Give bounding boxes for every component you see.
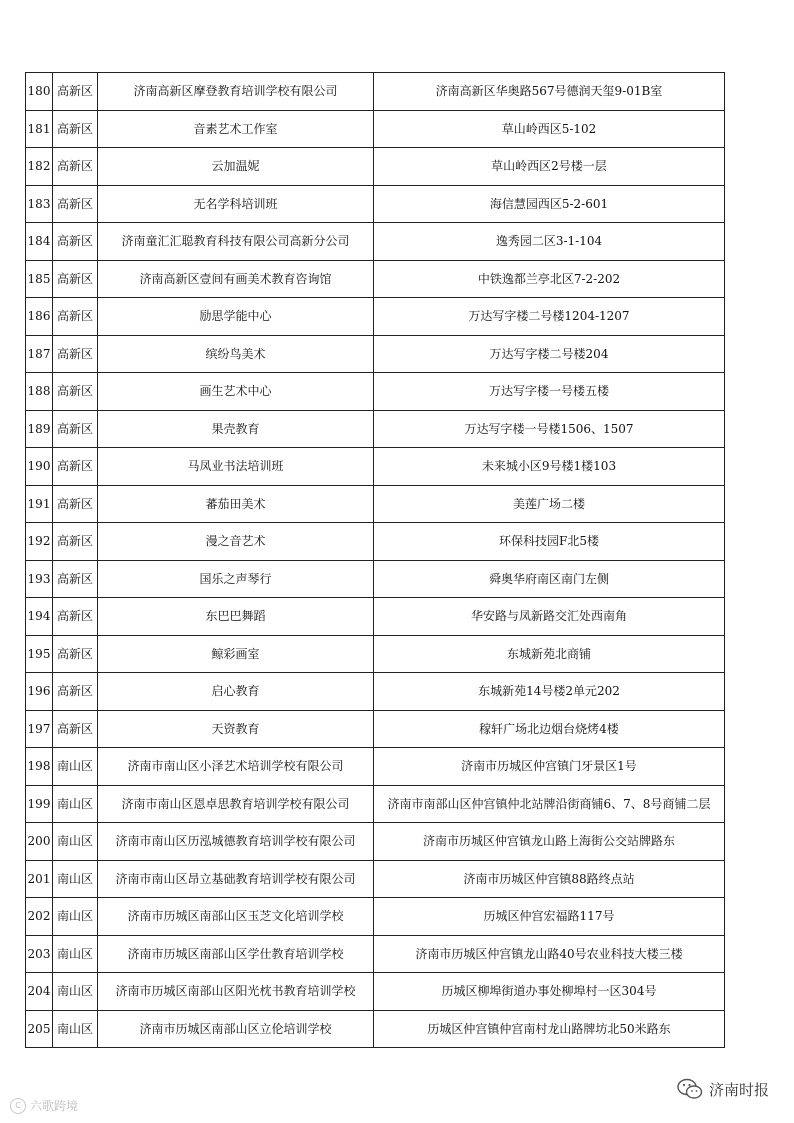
table-row — [26, 110, 725, 148]
watermark — [10, 1097, 78, 1114]
row-number: 188 — [26, 373, 53, 411]
institution-name-cell: 果壳教育 — [98, 410, 374, 448]
district-cell: 高新区 — [53, 410, 98, 448]
row-number: 184 — [26, 223, 53, 261]
table-row — [26, 335, 725, 373]
row-number: 189 — [26, 410, 53, 448]
row-number: 196 — [26, 673, 53, 711]
district-cell: 高新区 — [53, 710, 98, 748]
table-row — [26, 748, 725, 786]
wechat-icon — [677, 1078, 703, 1100]
address-cell: 美莲广场二楼 — [374, 485, 725, 523]
district-cell: 高新区 — [53, 673, 98, 711]
institution-name-cell: 励思学能中心 — [98, 298, 374, 336]
table-row — [26, 973, 725, 1011]
address-cell: 舜奥华府南区南门左侧 — [374, 560, 725, 598]
row-number: 181 — [26, 110, 53, 148]
district-cell: 南山区 — [53, 823, 98, 861]
district-cell: 高新区 — [53, 560, 98, 598]
institution-name-cell: 济南高新区壹间有画美术教育咨询馆 — [98, 260, 374, 298]
address-cell: 济南市历城区仲宫镇龙山路40号农业科技大楼三楼 — [374, 935, 725, 973]
training-institution-table — [25, 72, 725, 1048]
row-number: 186 — [26, 298, 53, 336]
row-number: 193 — [26, 560, 53, 598]
institution-name-cell: 济南市历城区南部山区玉芝文化培训学校 — [98, 898, 374, 936]
district-cell: 高新区 — [53, 110, 98, 148]
district-cell: 高新区 — [53, 298, 98, 336]
row-number: 200 — [26, 823, 53, 861]
institution-name-cell: 马凤业书法培训班 — [98, 448, 374, 486]
address-cell: 东城新苑北商铺 — [374, 635, 725, 673]
institution-name-cell: 济南市历城区南部山区学仕教育培训学校 — [98, 935, 374, 973]
institution-name-cell: 云加温妮 — [98, 148, 374, 186]
institution-name-cell: 济南市南山区历泓城德教育培训学校有限公司 — [98, 823, 374, 861]
watermark-logo-icon: C — [10, 1098, 26, 1114]
row-number: 191 — [26, 485, 53, 523]
district-cell: 高新区 — [53, 260, 98, 298]
address-cell: 济南市历城区仲宫镇门牙景区1号 — [374, 748, 725, 786]
institution-name-cell: 济南童汇汇聪教育科技有限公司高新分公司 — [98, 223, 374, 261]
institution-name-cell: 济南市南山区昂立基础教育培训学校有限公司 — [98, 860, 374, 898]
institution-name-cell: 天资教育 — [98, 710, 374, 748]
district-cell: 高新区 — [53, 635, 98, 673]
row-number: 194 — [26, 598, 53, 636]
row-number: 190 — [26, 448, 53, 486]
address-cell: 稼轩广场北边烟台烧烤4楼 — [374, 710, 725, 748]
district-cell: 南山区 — [53, 860, 98, 898]
address-cell: 逸秀园二区3-1-104 — [374, 223, 725, 261]
row-number: 183 — [26, 185, 53, 223]
watermark-text: 六歌跨境 — [30, 1099, 79, 1113]
table-row — [26, 523, 725, 561]
row-number: 205 — [26, 1010, 53, 1048]
institution-name-cell: 济南市历城区南部山区立伦培训学校 — [98, 1010, 374, 1048]
table-row — [26, 860, 725, 898]
district-cell: 南山区 — [53, 748, 98, 786]
district-cell: 高新区 — [53, 148, 98, 186]
institution-name-cell: 济南市南山区恩卓思教育培训学校有限公司 — [98, 785, 374, 823]
row-number: 199 — [26, 785, 53, 823]
table-row — [26, 673, 725, 711]
address-cell: 环保科技园F北5楼 — [374, 523, 725, 561]
district-cell: 高新区 — [53, 373, 98, 411]
address-cell: 万达写字楼二号楼204 — [374, 335, 725, 373]
table-row — [26, 823, 725, 861]
district-cell: 高新区 — [53, 73, 98, 111]
address-cell: 济南市历城区仲宫镇龙山路上海街公交站牌路东 — [374, 823, 725, 861]
institution-name-cell: 国乐之声琴行 — [98, 560, 374, 598]
institution-name-cell: 蕃茄田美术 — [98, 485, 374, 523]
table-row — [26, 560, 725, 598]
table-row — [26, 485, 725, 523]
table-row — [26, 635, 725, 673]
table-row — [26, 73, 725, 111]
district-cell: 南山区 — [53, 1010, 98, 1048]
table-row — [26, 710, 725, 748]
district-cell: 南山区 — [53, 785, 98, 823]
institution-name-cell: 无名学科培训班 — [98, 185, 374, 223]
district-cell: 高新区 — [53, 223, 98, 261]
district-cell: 南山区 — [53, 898, 98, 936]
address-cell: 济南市南部山区仲宫镇仲北站牌沿街商铺6、7、8号商铺二层 — [374, 785, 725, 823]
row-number: 185 — [26, 260, 53, 298]
table-row — [26, 410, 725, 448]
row-number: 197 — [26, 710, 53, 748]
institution-name-cell: 济南市历城区南部山区阳光枕书教育培训学校 — [98, 973, 374, 1011]
table-row — [26, 935, 725, 973]
institution-name-cell: 漫之音艺术 — [98, 523, 374, 561]
address-cell: 历城区仲宫宏福路117号 — [374, 898, 725, 936]
table-row — [26, 298, 725, 336]
district-cell: 高新区 — [53, 598, 98, 636]
institution-name-cell: 东巴巴舞蹈 — [98, 598, 374, 636]
table-row — [26, 785, 725, 823]
district-cell: 南山区 — [53, 935, 98, 973]
table-row — [26, 598, 725, 636]
row-number: 192 — [26, 523, 53, 561]
row-number: 182 — [26, 148, 53, 186]
row-number: 195 — [26, 635, 53, 673]
table-row — [26, 448, 725, 486]
brand-name: 济南时报 — [708, 1080, 769, 1099]
table-body — [26, 73, 725, 1048]
address-cell: 济南市历城区仲宫镇88路终点站 — [374, 860, 725, 898]
brand-footer — [677, 1078, 769, 1100]
district-cell: 南山区 — [53, 973, 98, 1011]
table-row — [26, 185, 725, 223]
table-row — [26, 223, 725, 261]
institution-name-cell: 济南高新区摩登教育培训学校有限公司 — [98, 73, 374, 111]
address-cell: 万达写字楼一号楼1506、1507 — [374, 410, 725, 448]
address-cell: 东城新苑14号楼2单元202 — [374, 673, 725, 711]
district-cell: 高新区 — [53, 448, 98, 486]
district-cell: 高新区 — [53, 335, 98, 373]
address-cell: 济南高新区华奥路567号德润天玺9-01B室 — [374, 73, 725, 111]
address-cell: 万达写字楼二号楼1204-1207 — [374, 298, 725, 336]
institution-name-cell: 音素艺术工作室 — [98, 110, 374, 148]
address-cell: 历城区仲宫镇仲宫南村龙山路牌坊北50米路东 — [374, 1010, 725, 1048]
address-cell: 万达写字楼一号楼五楼 — [374, 373, 725, 411]
address-cell: 海信慧园西区5-2-601 — [374, 185, 725, 223]
table-row — [26, 898, 725, 936]
address-cell: 草山岭西区2号楼一层 — [374, 148, 725, 186]
table-row — [26, 373, 725, 411]
row-number: 203 — [26, 935, 53, 973]
row-number: 180 — [26, 73, 53, 111]
address-cell: 中铁逸都兰亭北区7-2-202 — [374, 260, 725, 298]
district-cell: 高新区 — [53, 485, 98, 523]
address-cell: 草山岭西区5-102 — [374, 110, 725, 148]
institution-name-cell: 济南市南山区小泽艺术培训学校有限公司 — [98, 748, 374, 786]
institution-name-cell: 画生艺术中心 — [98, 373, 374, 411]
institution-name-cell: 鲸彩画室 — [98, 635, 374, 673]
address-cell: 华安路与凤新路交汇处西南角 — [374, 598, 725, 636]
district-cell: 高新区 — [53, 523, 98, 561]
address-cell: 历城区柳埠街道办事处柳埠村一区304号 — [374, 973, 725, 1011]
institution-name-cell: 缤纷鸟美术 — [98, 335, 374, 373]
table-row — [26, 148, 725, 186]
table-row — [26, 1010, 725, 1048]
listing-table-container — [25, 72, 725, 1048]
row-number: 187 — [26, 335, 53, 373]
row-number: 198 — [26, 748, 53, 786]
row-number: 202 — [26, 898, 53, 936]
district-cell: 高新区 — [53, 185, 98, 223]
row-number: 204 — [26, 973, 53, 1011]
table-row — [26, 260, 725, 298]
row-number: 201 — [26, 860, 53, 898]
address-cell: 未来城小区9号楼1楼103 — [374, 448, 725, 486]
institution-name-cell: 启心教育 — [98, 673, 374, 711]
